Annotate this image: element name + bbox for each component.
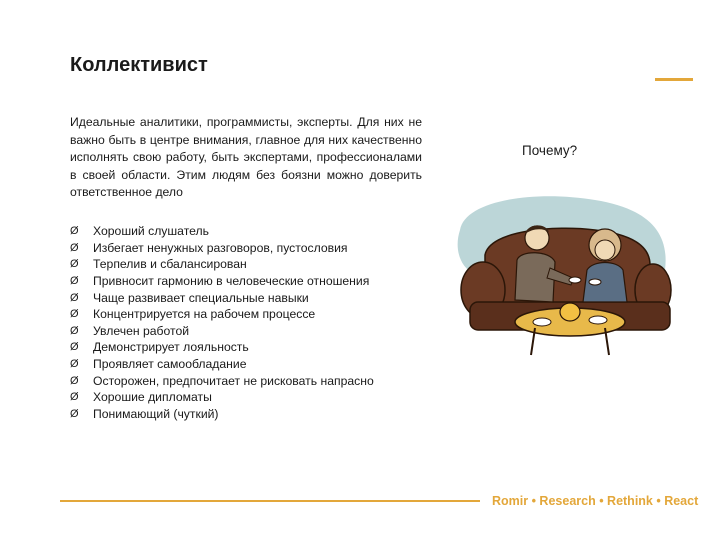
- trait-text: Хорошие дипломаты: [93, 390, 212, 405]
- bullet-arrow-icon: Ø: [70, 391, 79, 404]
- bullet-arrow-icon: Ø: [70, 374, 79, 387]
- trait-item: [70, 289, 374, 306]
- bullet-arrow-icon: Ø: [70, 341, 79, 354]
- slide-title: Коллективист: [70, 54, 208, 76]
- trait-item: [70, 372, 374, 389]
- trait-text: Чаще развивает специальные навыки: [93, 290, 309, 305]
- footer-brand: Romir • Research • Rethink • React: [492, 494, 699, 508]
- plate-left: [533, 318, 551, 326]
- trait-item: [70, 339, 374, 356]
- trait-item: [70, 256, 374, 273]
- trait-text: Концентрируется на рабочем процессе: [93, 307, 316, 322]
- bullet-arrow-icon: Ø: [70, 308, 79, 321]
- trait-item: [70, 323, 374, 340]
- man-cup: [569, 277, 581, 283]
- trait-item: [70, 273, 374, 290]
- why-label: Почему?: [522, 143, 578, 158]
- trait-text: Осторожен, предпочитает не рисковать напрасно: [93, 373, 374, 388]
- bullet-arrow-icon: Ø: [70, 324, 79, 337]
- trait-text: Демонстрирует лояльность: [93, 340, 249, 355]
- trait-text: Хороший слушатель: [93, 224, 209, 239]
- bullet-arrow-icon: Ø: [70, 358, 79, 371]
- bullet-arrow-icon: Ø: [70, 407, 79, 420]
- trait-text: Понимающий (чуткий): [93, 406, 219, 421]
- trait-text: Избегает ненужных разговоров, пустословия: [93, 240, 348, 255]
- bullet-arrow-icon: Ø: [70, 275, 79, 288]
- trait-text: Терпелив и сбалансирован: [93, 257, 247, 272]
- trait-text: Проявляет самообладание: [93, 357, 247, 372]
- trait-item: [70, 356, 374, 373]
- trait-item: [70, 406, 374, 423]
- teapot: [560, 303, 580, 321]
- plate-right: [589, 316, 607, 324]
- trait-list: [70, 223, 374, 422]
- intro-paragraph: Идеальные аналитики, программисты, эксперты. Для них не важно быть в центре внимания, главное для них качественно исполнять свою работу, быть экспертами, профессионалами в своей области. Этим людям без боязни можно доверить ответственное дело: [70, 115, 422, 199]
- bullet-arrow-icon: Ø: [70, 225, 79, 238]
- trait-text: Увлечен работой: [93, 323, 190, 338]
- trait-item: [70, 389, 374, 406]
- woman-head: [595, 240, 615, 260]
- footer-accent-line: [60, 500, 480, 502]
- trait-item: [70, 306, 374, 323]
- trait-item: [70, 223, 374, 240]
- bullet-arrow-icon: Ø: [70, 258, 79, 271]
- bullet-arrow-icon: Ø: [70, 241, 79, 254]
- woman-cup: [589, 279, 601, 285]
- conversation-illustration: [445, 190, 675, 365]
- trait-item: [70, 240, 374, 257]
- bullet-arrow-icon: Ø: [70, 291, 79, 304]
- trait-text: Привносит гармонию в человеческие отношения: [93, 274, 370, 289]
- title-accent-line: [655, 78, 693, 81]
